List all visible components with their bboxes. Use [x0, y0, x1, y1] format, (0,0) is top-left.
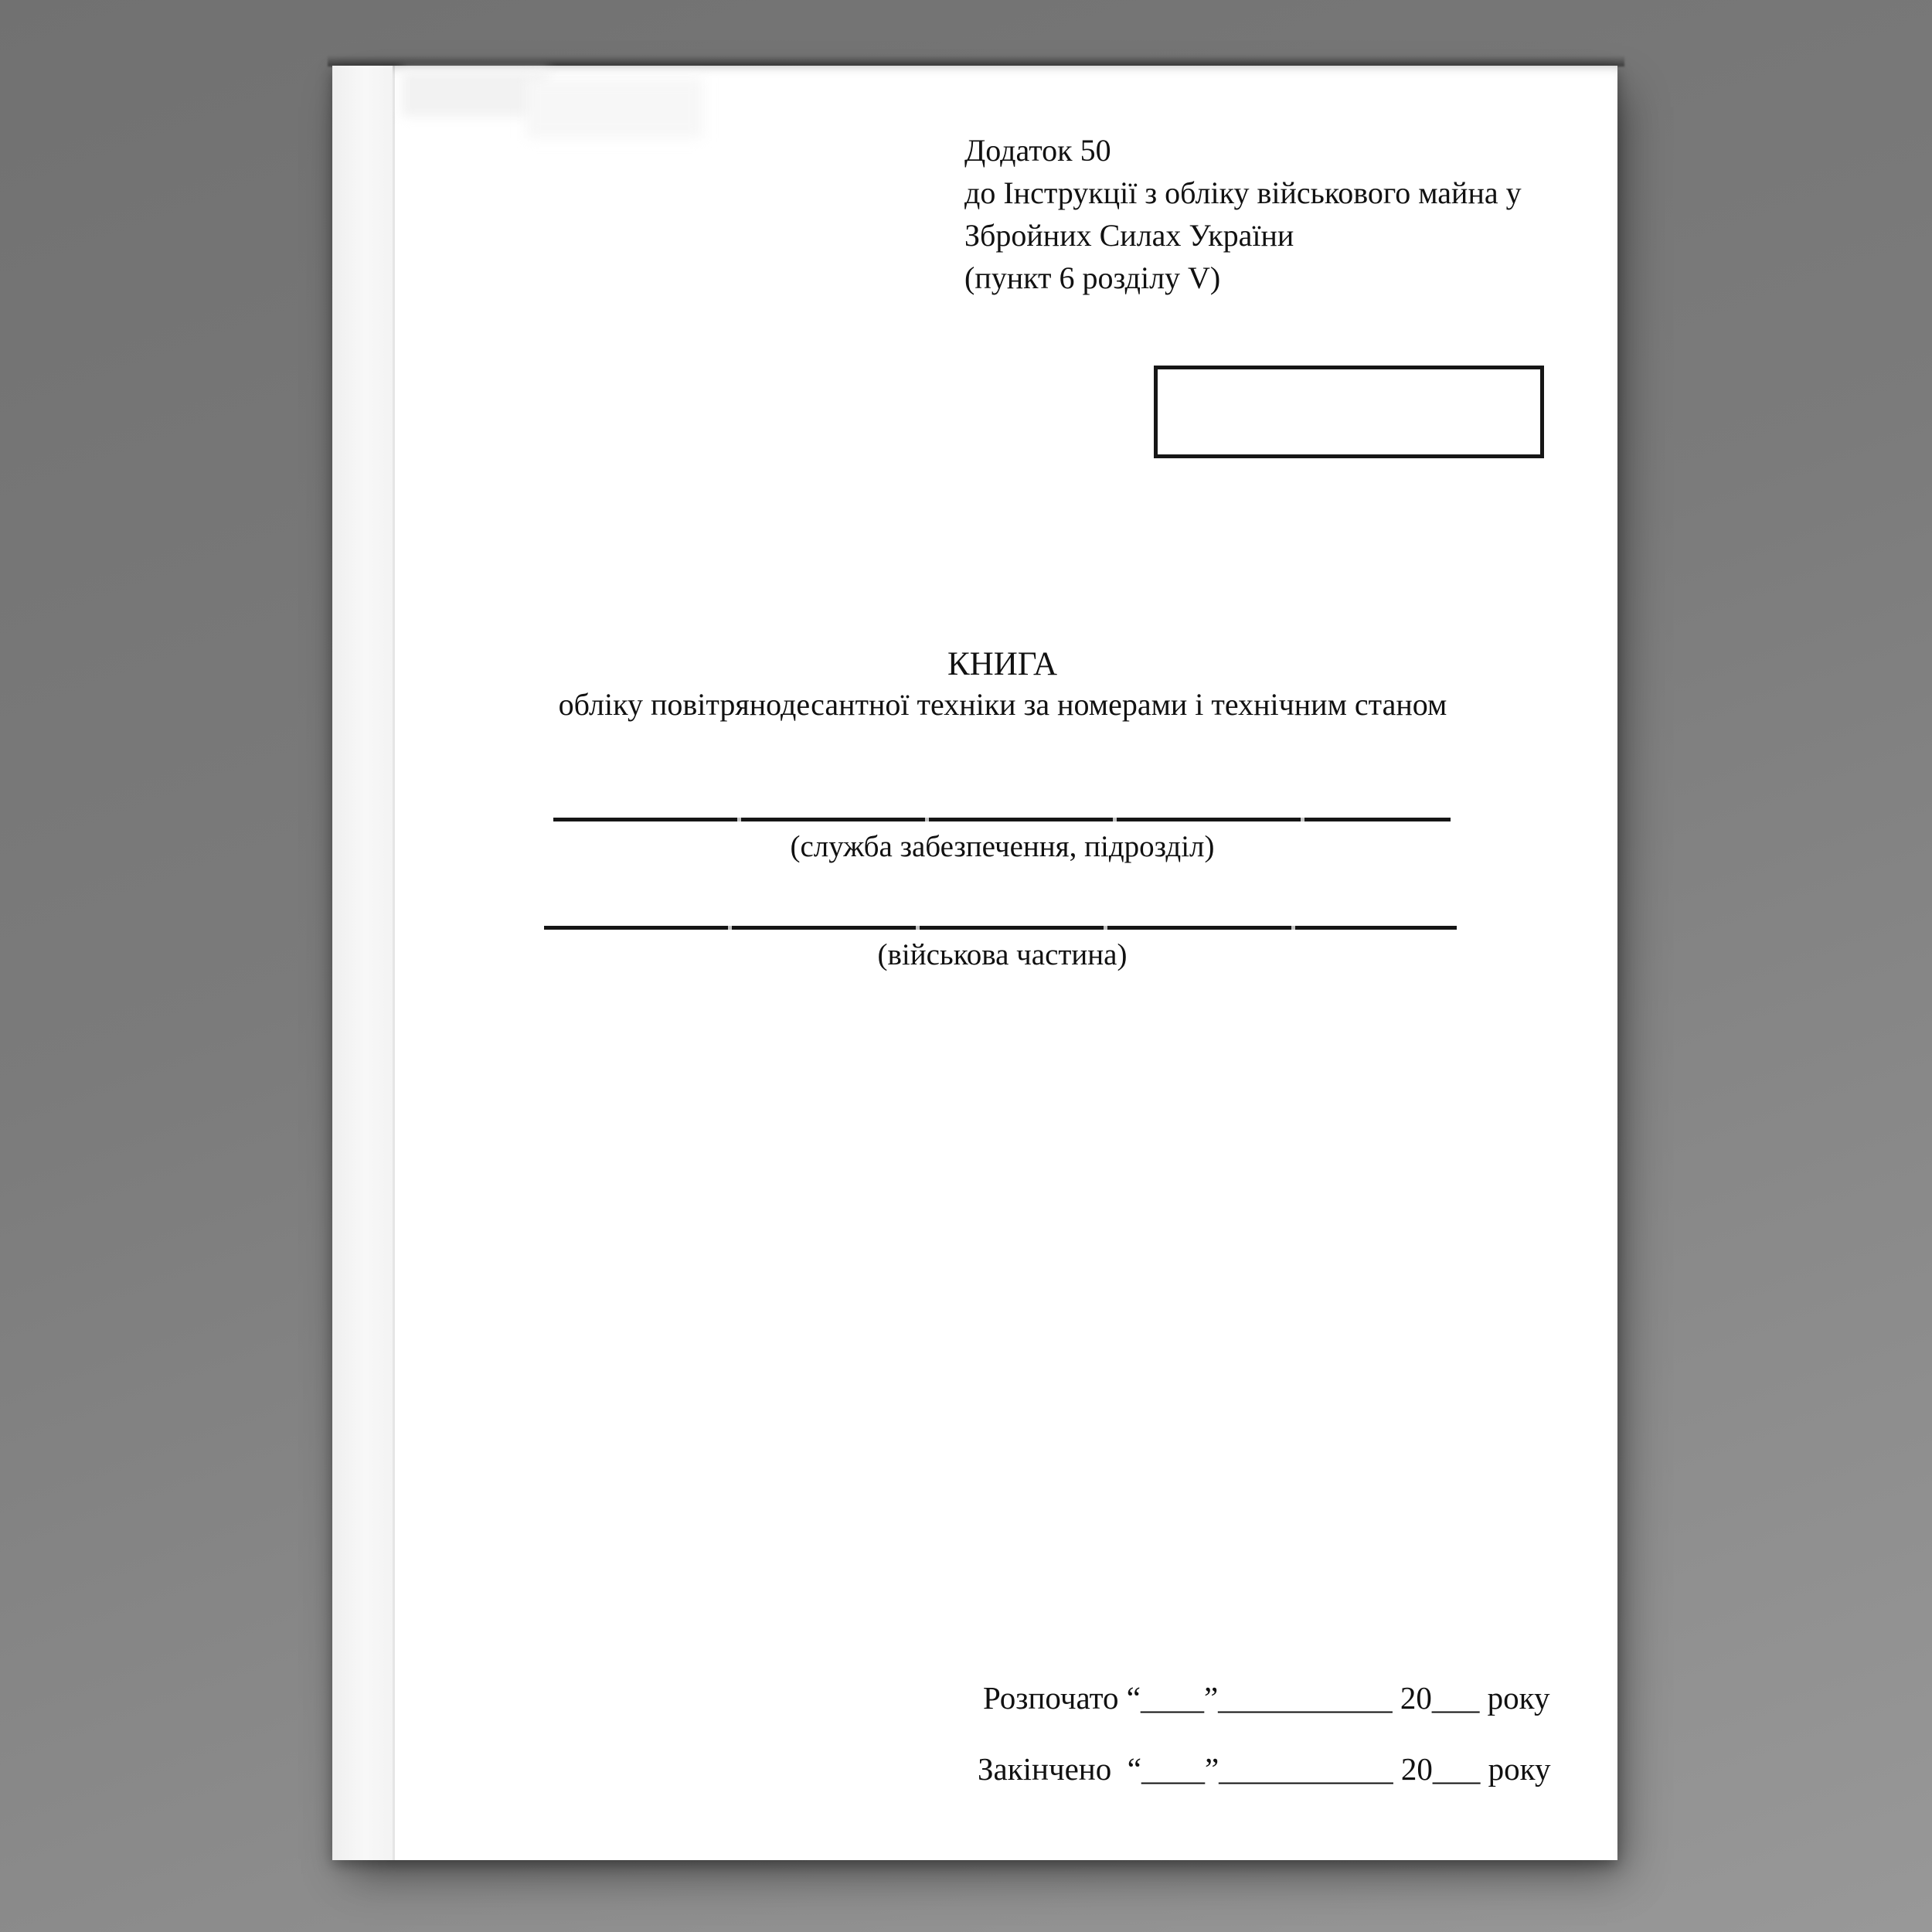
started-date-line: Розпочато “____”___________ 20___ року	[983, 1680, 1550, 1716]
finished-date-line: Закінчено “____”___________ 20___ року	[978, 1751, 1551, 1787]
page-top-edge-shadow	[328, 56, 1624, 66]
scan-artifact	[526, 78, 703, 138]
page-spine-strip	[332, 66, 393, 1860]
appendix-number-line: Додаток 50	[964, 133, 1111, 168]
armed-forces-line: Збройних Силах України	[964, 218, 1294, 253]
clause-reference-line: (пункт 6 розділу V)	[964, 260, 1221, 295]
military-unit-blank-line	[544, 926, 1457, 930]
instruction-reference-line: до Інструкції з обліку військового майна у	[964, 175, 1522, 210]
book-title: КНИГА	[947, 646, 1058, 682]
document-page	[332, 66, 1617, 1860]
appendix-header	[964, 129, 1522, 299]
page-fold-line	[393, 66, 395, 1860]
stamp-box	[1154, 366, 1544, 458]
book-subtitle: обліку повітрянодесантної техніки за номерами і технічним станом	[558, 687, 1447, 722]
service-blank-line	[553, 818, 1451, 821]
military-unit-caption: (військова частина)	[877, 938, 1128, 971]
service-caption: (служба забезпечення, підрозділ)	[790, 830, 1215, 863]
